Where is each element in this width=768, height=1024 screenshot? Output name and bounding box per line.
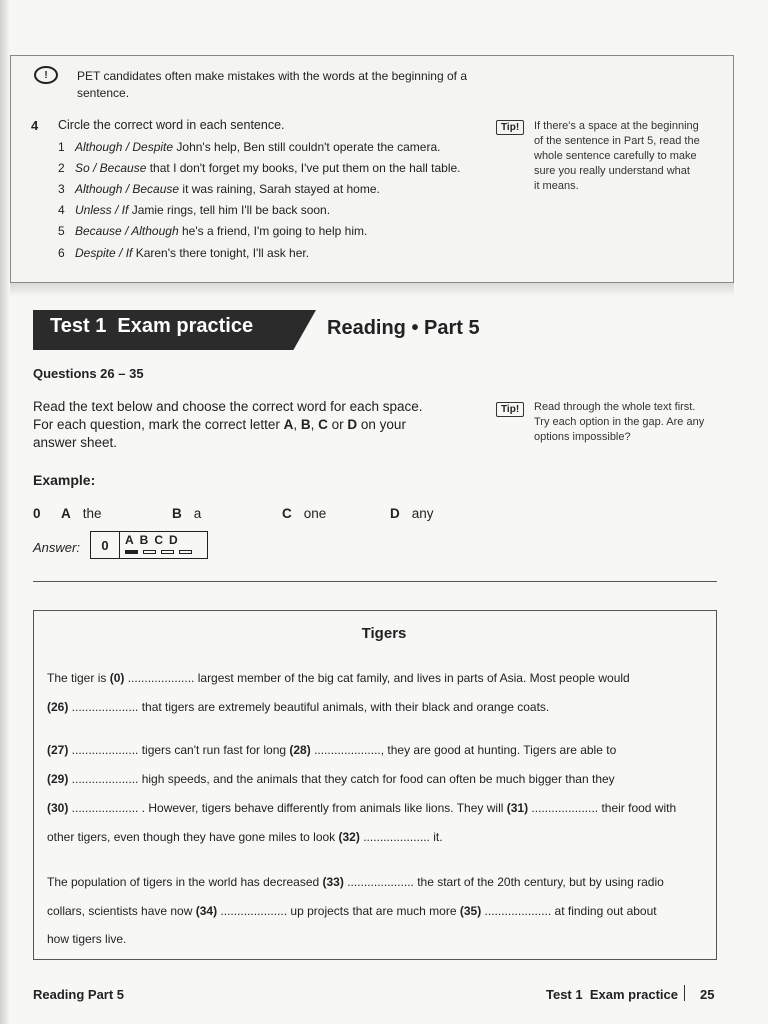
exercise-item: 1 Although / Despite John's help, Ben still couldn't operate the camera. [58,140,441,154]
example-option: D any [390,506,434,521]
exercise-title: Circle the correct word in each sentence. [58,118,285,132]
exercise-number: 4 [31,118,39,133]
answer-label: Answer: [33,540,80,555]
box-shadow [10,283,734,297]
questions-range: Questions 26 – 35 [33,366,144,381]
answer-number: 0 [91,532,120,558]
instructions: Read the text below and choose the correct word for each space. For each question, mark the correct letter A, B, C or D on your answer sheet. [33,399,423,450]
example-option: B a [172,506,202,521]
exercise-item: 6 Despite / If Karen's there tonight, I'll ask her. [58,246,310,260]
tip-text: If there's a space at the beginning of the sentence in Part 5, read the whole sentence carefully to make sure you really understand what it means. [534,120,700,192]
footer-section: Reading Part 5 [33,987,125,1002]
exercise-item: 5 Because / Although he's a friend, I'm going to help him. [58,224,368,238]
passage-line: (27) .................... tigers can't run fast for long (28) ...................., they are good at hunting. Tigers are able to [47,743,617,757]
example-label: Example: [33,472,96,488]
answer-mark-a [125,550,138,554]
tip-text: Read through the whole text first. Try each option in the gap. Are any options impossible? [534,401,705,443]
example-number: 0 [33,506,41,521]
answer-mark-d [179,550,192,554]
example-option: C one [282,506,327,521]
passage-title: Tigers [361,625,407,642]
passage-line: collars, scientists have now (34) .................... up projects that are much more (35) .................... at finding out about [47,904,657,918]
passage-line: The population of tigers in the world has decreased (33) .................... the start of the 20th century, but by using radio [47,875,664,889]
passage-line: (26) .................... that tigers are extremely beautiful animals, with their black and orange coats. [47,700,550,714]
passage-line: The tiger is (0) .................... largest member of the big cat family, and lives in parts of Asia. Most people would [47,671,630,685]
answer-marks [125,550,192,554]
answer-mark-c [161,550,174,554]
exercise-item: 3 Although / Because it was raining, Sarah stayed at home. [58,182,380,196]
page-number: 25 [700,987,715,1002]
tip-badge: Tip! [496,402,524,417]
answer-letters: ABCD [125,533,184,547]
example-option: A the [61,506,102,521]
answer-sheet-sample [90,531,208,559]
passage-line: how tigers live. [47,932,127,946]
banner-label: Test 1 Exam practice [50,315,254,337]
tip-badge: Tip! [496,120,524,135]
divider [33,581,717,582]
footer-test: Test 1 Exam practice [546,987,678,1002]
passage-line: (30) .................... . However, tigers behave differently from animals like lions. They will (31) .................... their food with [47,801,677,815]
warning-text: PET candidates often make mistakes with the words at the beginning of a sentence. [77,69,467,100]
section-title: Reading • Part 5 [327,317,480,339]
passage-line: other tigers, even though they have gone miles to look (32) .................... it. [47,830,443,844]
passage-line: (29) .................... high speeds, and the animals that they catch for food can often be much bigger than they [47,772,615,786]
exclamation-icon: ! [34,66,58,84]
exercise-item: 4 Unless / If Jamie rings, tell him I'll be back soon. [58,203,331,217]
exercise-item: 2 So / Because that I don't forget my books, I've put them on the hall table. [58,161,461,175]
footer-separator [684,985,685,1001]
answer-mark-b [143,550,156,554]
page-gutter-shadow [0,0,10,1024]
